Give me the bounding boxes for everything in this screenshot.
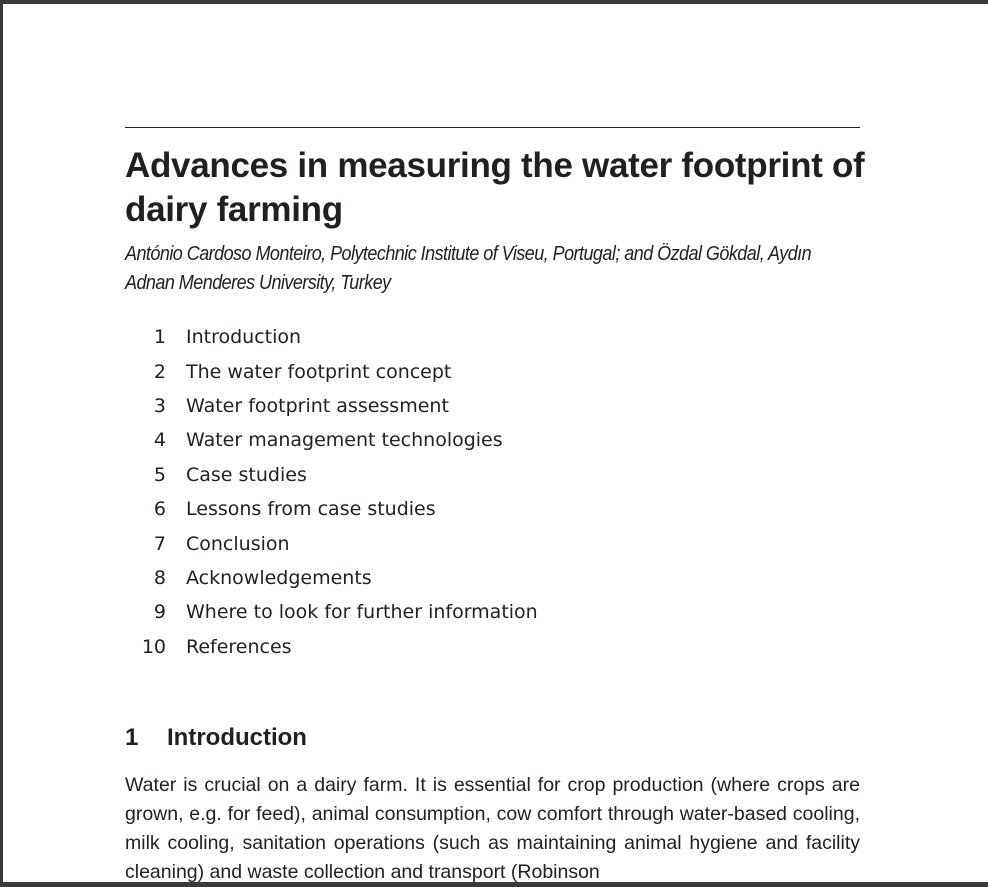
toc-number: 1 (153, 326, 166, 349)
toc-item[interactable] (136, 458, 538, 492)
toc-item[interactable] (136, 630, 538, 664)
toc-label: The water footprint concept (186, 360, 452, 383)
toc-number: 2 (153, 360, 166, 383)
section-heading (125, 724, 307, 752)
toc-number: 8 (153, 566, 166, 589)
toc-label: Conclusion (186, 532, 290, 555)
toc-item[interactable] (136, 423, 538, 457)
section-title: Introduction (167, 724, 307, 751)
toc-item[interactable] (136, 320, 538, 354)
toc-label: References (186, 635, 292, 658)
section-number: 1 (125, 724, 139, 751)
toc-number: 9 (153, 601, 166, 624)
toc-label: Introduction (186, 326, 302, 349)
authors-line: António Cardoso Monteiro, Polytechnic Institute of Viseu, Portugal; and Özdal Gökdal, Aydın Adnan Menderes University, Turkey (125, 243, 812, 294)
table-of-contents (136, 320, 538, 664)
toc-label: Water footprint assessment (186, 394, 449, 417)
toc-item[interactable] (136, 526, 538, 560)
toc-label: Water management technologies (186, 429, 503, 452)
toc-number: 5 (153, 463, 166, 486)
toc-item[interactable] (136, 561, 538, 595)
toc-label: Where to look for further information (186, 601, 538, 624)
toc-label: Case studies (186, 463, 307, 486)
toc-number: 7 (153, 532, 166, 555)
toc-item[interactable] (136, 354, 538, 388)
toc-item[interactable] (136, 492, 538, 526)
toc-label: Acknowledgements (186, 566, 372, 589)
toc-number: 10 (141, 635, 166, 658)
toc-number: 4 (153, 429, 166, 452)
toc-number: 3 (153, 394, 166, 417)
document-title: Advances in measuring the water footprint of dairy farming (125, 146, 865, 229)
toc-label: Lessons from case studies (186, 498, 436, 521)
toc-item[interactable] (136, 595, 538, 629)
toc-item[interactable] (136, 389, 538, 423)
toc-number: 6 (153, 498, 166, 521)
document-page (3, 4, 988, 882)
title-rule (125, 127, 860, 128)
intro-paragraph: Water is crucial on a dairy farm. It is essential for crop production (where crops are grown, e.g. for feed), animal consumption, cow comfort through water-based cooling, milk cooling, sanitation operations (such as maintaining animal hygiene and facility cleaning) and waste collection and transport (Robinson (125, 774, 860, 883)
